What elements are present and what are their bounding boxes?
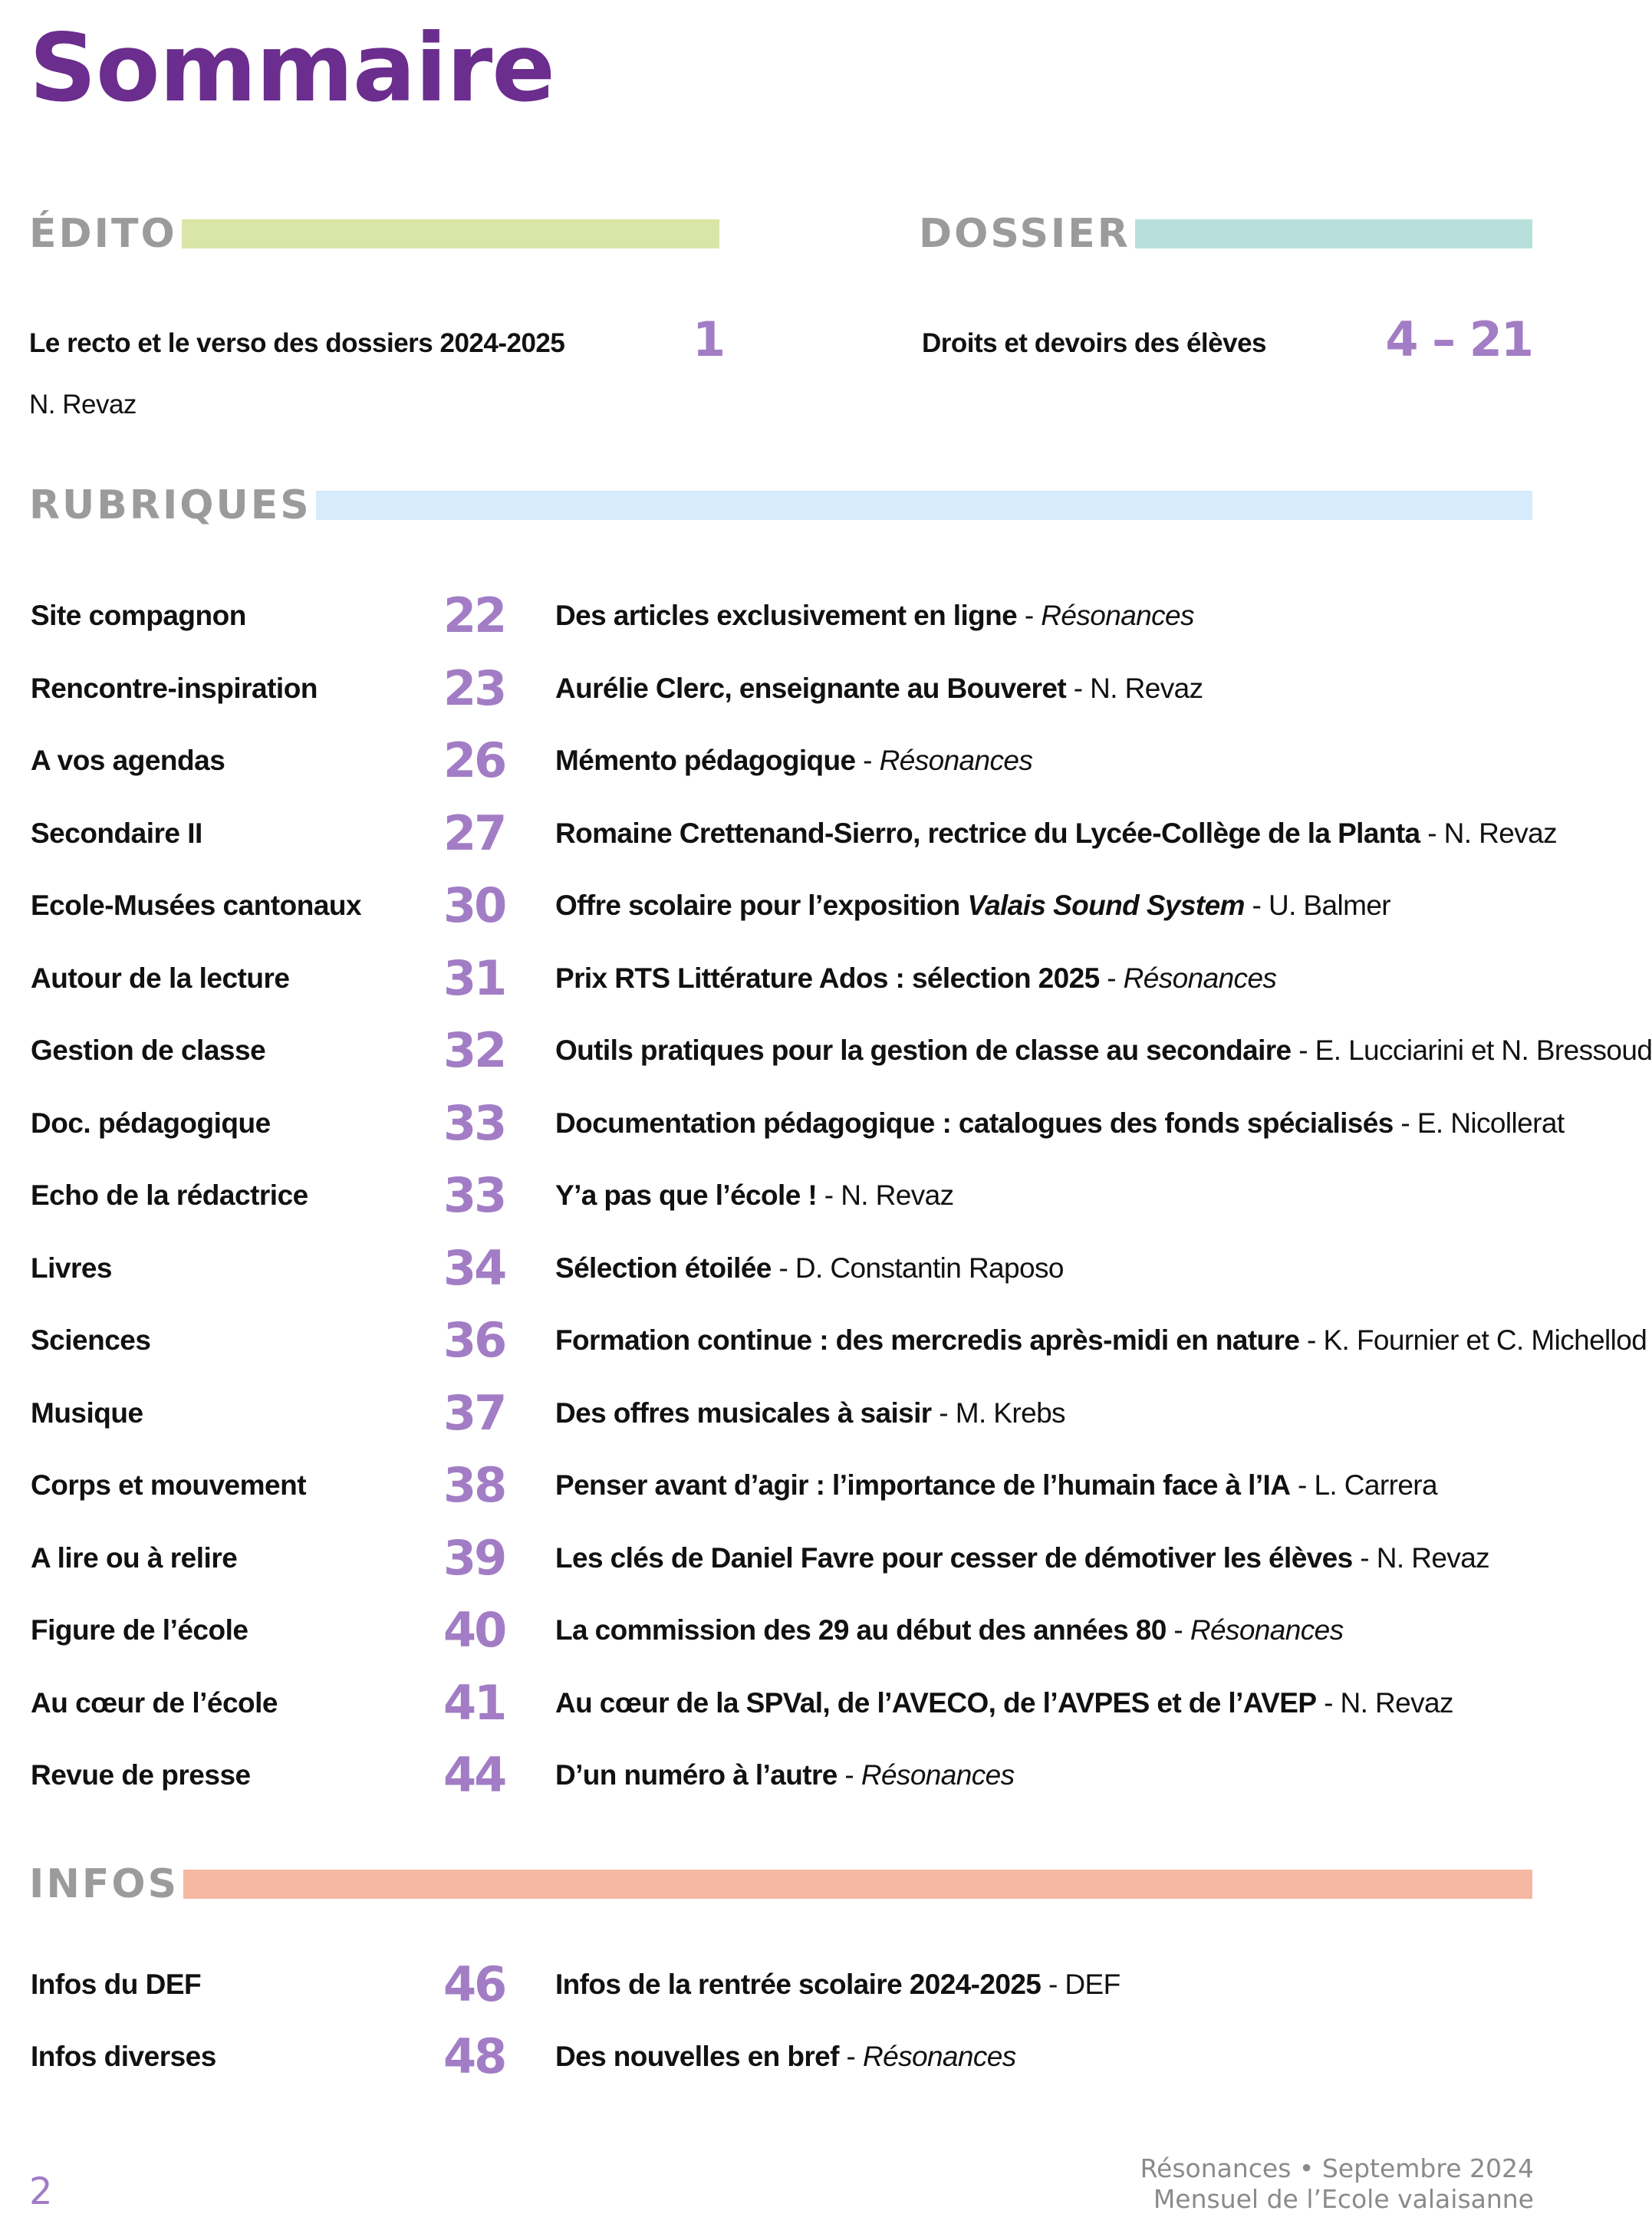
rubric-name: Corps et mouvement — [31, 1469, 307, 1501]
rubric-name: Site compagnon — [31, 600, 246, 631]
article-title: Romaine Crettenand-Sierro, rectrice du Lycée-Collège de la Planta — [555, 817, 1420, 849]
article-author: M. Krebs — [955, 1396, 1065, 1429]
author-separator: - — [1244, 890, 1269, 921]
article-author: N. Revaz — [1090, 672, 1203, 704]
article-entry[interactable] — [555, 666, 1203, 712]
article-entry[interactable] — [555, 1962, 1121, 2008]
article-title: Aurélie Clerc, enseignante au Bouveret — [555, 672, 1067, 704]
article-title: La commission des 29 au début des années 80 — [555, 1614, 1167, 1646]
article-entry[interactable] — [555, 593, 1194, 639]
rubriques-color-bar — [316, 491, 1532, 520]
article-entry[interactable] — [555, 2034, 1016, 2080]
article-author: D. Constantin Raposo — [795, 1252, 1064, 1284]
toc-row[interactable] — [0, 1457, 1563, 1513]
rubric-name: Autour de la lecture — [31, 962, 290, 994]
article-title: Des offres musicales à saisir — [555, 1396, 932, 1429]
article-author: K. Fournier et C. Michellod — [1323, 1324, 1647, 1356]
page-number[interactable]: 37 — [443, 1384, 505, 1441]
toc-row[interactable] — [0, 1674, 1563, 1731]
article-author: N. Revaz — [1443, 817, 1557, 849]
article-entry[interactable] — [555, 1680, 1453, 1726]
rubric-name: A lire ou à relire — [31, 1541, 238, 1574]
article-title: D’un numéro à l’autre — [555, 1759, 838, 1791]
toc-row[interactable] — [0, 1094, 1565, 1151]
author-separator: - — [1352, 1541, 1377, 1574]
article-entry[interactable] — [555, 1245, 1064, 1291]
rubric-name: Infos diverses — [31, 2041, 216, 2072]
rubric-name: Doc. pédagogique — [31, 1107, 271, 1139]
toc-row[interactable] — [0, 660, 1563, 716]
article-author: U. Balmer — [1268, 890, 1391, 921]
rubric-name: Musique — [31, 1396, 143, 1429]
article-entry[interactable] — [555, 811, 1557, 857]
article-title: Les clés de Daniel Favre pour cesser de démotiver les élèves — [555, 1541, 1353, 1574]
author-separator: - — [1099, 962, 1124, 994]
author-separator: - — [1041, 1969, 1065, 2000]
rubriques-section-header — [29, 482, 1532, 528]
author-separator: - — [1420, 817, 1444, 849]
author-separator: - — [1017, 600, 1042, 631]
page-number[interactable]: 38 — [443, 1457, 505, 1513]
page-number[interactable]: 44 — [443, 1747, 505, 1803]
page-number[interactable]: 32 — [443, 1022, 505, 1078]
rubric-name: Echo de la rédactrice — [31, 1179, 308, 1211]
footer-publication-info — [1140, 2153, 1534, 2215]
article-title: Documentation pédagogique : catalogues des fonds spécialisés — [555, 1107, 1394, 1139]
page-number[interactable]: 39 — [443, 1529, 505, 1586]
rubric-name: Sciences — [31, 1324, 151, 1356]
toc-row[interactable] — [0, 1529, 1563, 1586]
author-separator: - — [931, 1396, 956, 1429]
page-number[interactable]: 30 — [443, 877, 505, 933]
article-author: DEF — [1065, 1969, 1121, 2000]
toc-row[interactable] — [0, 877, 1563, 933]
rubric-name: Revue de presse — [31, 1759, 251, 1791]
footer-subtitle: Mensuel de l’Ecole valaisanne — [1153, 2184, 1534, 2214]
article-author: N. Revaz — [841, 1179, 954, 1211]
article-entry[interactable] — [555, 1607, 1344, 1653]
article-title: Des articles exclusivement en ligne — [555, 600, 1018, 631]
toc-row[interactable] — [0, 949, 1563, 1006]
page-number[interactable]: 40 — [443, 1602, 505, 1658]
author-separator: - — [838, 2041, 863, 2072]
page-number[interactable]: 46 — [443, 1956, 505, 2012]
author-separator: - — [1393, 1107, 1417, 1139]
article-author: L. Carrera — [1314, 1469, 1437, 1501]
footer-page-number: 2 — [29, 2170, 53, 2213]
page-number[interactable]: 26 — [443, 732, 505, 788]
author-separator: - — [1316, 1686, 1341, 1719]
rubric-name: Ecole-Musées cantonaux — [31, 890, 362, 921]
article-title: Sélection étoilée — [555, 1252, 772, 1284]
rubriques-heading: RUBRIQUES — [29, 482, 311, 528]
article-entry[interactable] — [555, 1535, 1489, 1581]
article-title: Penser avant d’agir : l’importance de l’humain face à l’IA — [555, 1469, 1291, 1501]
edito-heading: ÉDITO — [29, 211, 177, 257]
page-number[interactable]: 41 — [443, 1674, 505, 1731]
toc-row[interactable] — [0, 1312, 1647, 1368]
rubric-name: Gestion de classe — [31, 1035, 266, 1066]
toc-row[interactable] — [0, 1747, 1563, 1803]
article-author: E. Nicollerat — [1417, 1107, 1565, 1139]
article-author: Résonances — [862, 2041, 1016, 2072]
dossier-section-header — [919, 211, 1532, 257]
toc-row[interactable] — [0, 1384, 1563, 1441]
article-author: Résonances — [1190, 1614, 1344, 1646]
edito-author: N. Revaz — [29, 390, 137, 419]
page-number[interactable]: 34 — [443, 1239, 505, 1296]
author-separator: - — [855, 745, 880, 776]
author-separator: - — [1299, 1324, 1324, 1356]
article-author: Résonances — [1041, 600, 1194, 631]
article-entry[interactable] — [555, 1173, 954, 1219]
page-number[interactable]: 36 — [443, 1312, 505, 1368]
author-separator: - — [771, 1252, 795, 1284]
dossier-heading: DOSSIER — [919, 211, 1130, 257]
article-title: Offre scolaire pour l’exposition — [555, 890, 968, 921]
article-entry[interactable] — [555, 1100, 1565, 1146]
article-title: Au cœur de la SPVal, de l’AVECO, de l’AVPES et de l’AVEP — [555, 1686, 1317, 1719]
article-author: N. Revaz — [1340, 1686, 1453, 1719]
article-entry[interactable] — [555, 1028, 1652, 1074]
edito-color-bar — [182, 219, 719, 248]
toc-row[interactable] — [0, 1239, 1563, 1296]
toc-row[interactable] — [0, 1022, 1652, 1078]
article-entry[interactable] — [555, 1752, 1015, 1798]
rubric-name: Figure de l’école — [31, 1614, 248, 1646]
author-separator: - — [817, 1179, 841, 1211]
rubric-name: Secondaire II — [31, 817, 202, 849]
article-author: N. Revaz — [1376, 1541, 1490, 1574]
page-number[interactable]: 33 — [443, 1167, 505, 1223]
infos-section-header — [29, 1861, 1532, 1907]
article-title: Prix RTS Littérature Ados : sélection 2025 — [555, 962, 1100, 994]
footer-publication: Résonances • Septembre 2024 — [1140, 2153, 1534, 2183]
rubric-name: Infos du DEF — [31, 1969, 202, 2000]
page-number[interactable]: 33 — [443, 1094, 505, 1151]
toc-row[interactable] — [0, 1956, 1563, 2012]
page-number[interactable]: 27 — [443, 804, 505, 861]
page-number[interactable]: 48 — [443, 2028, 505, 2084]
author-separator: - — [1166, 1614, 1190, 1646]
toc-row[interactable] — [0, 1167, 1563, 1223]
toc-row[interactable] — [0, 732, 1563, 788]
page-title: Sommaire — [29, 14, 555, 123]
article-title: Infos de la rentrée scolaire 2024-2025 — [555, 1969, 1042, 2000]
article-author: Résonances — [1123, 962, 1277, 994]
infos-heading: INFOS — [29, 1861, 179, 1907]
article-author: Résonances — [879, 745, 1033, 776]
author-separator: - — [1291, 1035, 1315, 1066]
author-separator: - — [837, 1759, 861, 1791]
article-title: Y’a pas que l’école ! — [555, 1179, 818, 1211]
toc-row[interactable] — [0, 587, 1563, 643]
edito-page-number[interactable]: 1 — [693, 311, 725, 367]
article-entry[interactable] — [555, 956, 1276, 1002]
article-title: Formation continue : des mercredis après-midi en nature — [555, 1324, 1300, 1356]
author-separator: - — [1290, 1469, 1315, 1501]
toc-row[interactable] — [0, 1602, 1563, 1658]
infos-color-bar — [183, 1870, 1532, 1899]
article-entry[interactable] — [555, 1390, 1065, 1436]
edito-article-title[interactable]: Le recto et le verso des dossiers 2024-2025 — [29, 328, 565, 358]
dossier-color-bar — [1135, 219, 1532, 248]
article-entry[interactable] — [555, 738, 1032, 784]
toc-row[interactable] — [0, 804, 1563, 861]
dossier-page-range[interactable]: 4 – 21 — [1385, 311, 1532, 367]
article-entry[interactable] — [555, 1317, 1647, 1364]
page-number[interactable]: 31 — [443, 949, 505, 1006]
rubric-name: Livres — [31, 1252, 113, 1284]
article-title: Mémento pédagogique — [555, 745, 856, 776]
article-entry[interactable] — [555, 883, 1390, 929]
article-author: E. Lucciarini et N. Bressoud — [1315, 1035, 1652, 1066]
edito-section-header — [29, 211, 719, 257]
toc-row[interactable] — [0, 2028, 1563, 2084]
article-title: Outils pratiques pour la gestion de classe au secondaire — [555, 1035, 1292, 1066]
rubric-name: A vos agendas — [31, 745, 225, 776]
article-title-italic: Valais Sound System — [967, 890, 1245, 921]
page-number[interactable]: 23 — [443, 660, 505, 716]
article-title: Des nouvelles en bref — [555, 2041, 839, 2072]
article-entry[interactable] — [555, 1462, 1437, 1508]
page-number[interactable]: 22 — [443, 587, 505, 643]
dossier-title[interactable]: Droits et devoirs des élèves — [922, 328, 1266, 358]
rubric-name: Rencontre-inspiration — [31, 672, 318, 704]
rubric-name: Au cœur de l’école — [31, 1686, 278, 1719]
author-separator: - — [1066, 672, 1091, 704]
article-author: Résonances — [861, 1759, 1015, 1791]
